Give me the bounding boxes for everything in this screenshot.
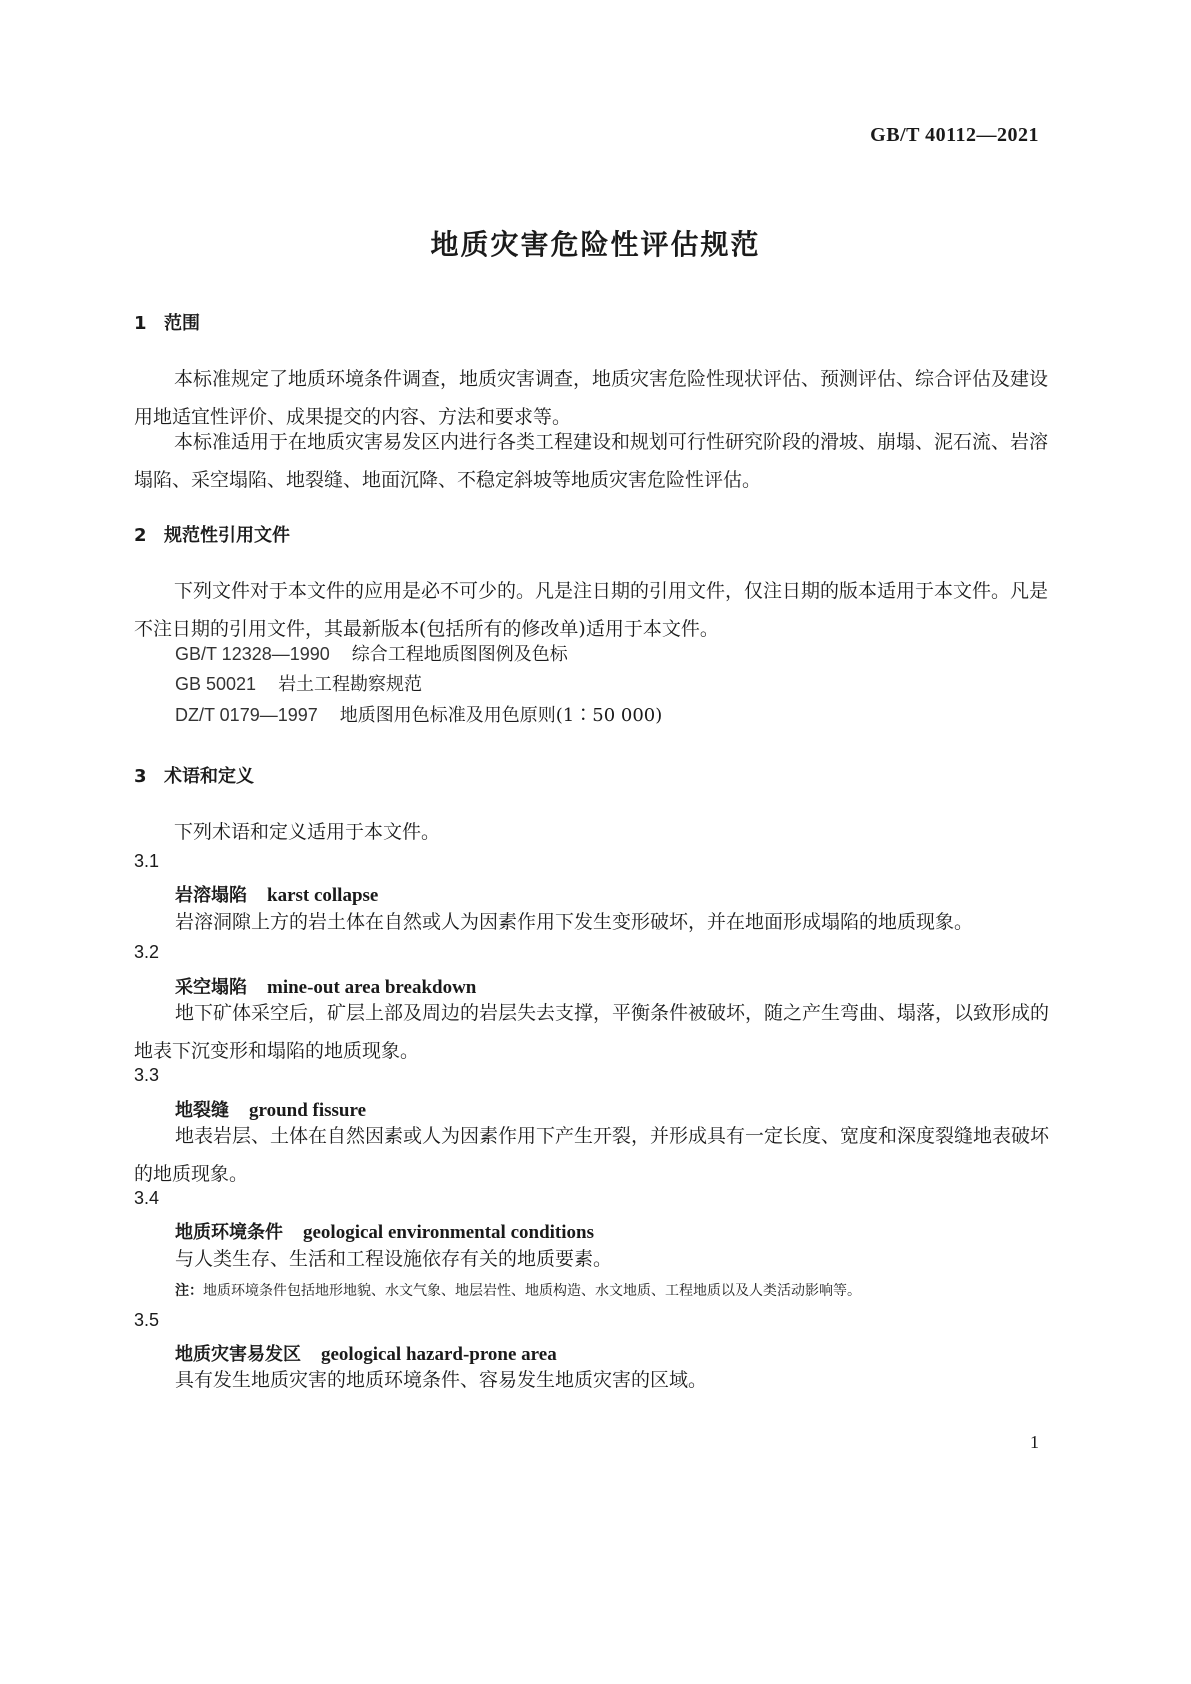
term-chinese: 地质环境条件: [175, 1222, 283, 1243]
section-1-paragraph-1: 本标准规定了地质环境条件调查，地质灾害调查，地质灾害危险性现状评估、预测评估、综合评估及建设用地适宜性评价、成果提交的内容、方法和要求等。: [134, 368, 1049, 428]
section-number: 1: [134, 313, 147, 334]
term-definition: 地下矿体采空后，矿层上部及周边的岩层失去支撑，平衡条件被破坏，随之产生弯曲、塌落，以致形成的地表下沉变形和塌陷的地质现象。: [134, 1002, 1050, 1062]
term-english: ground fissure: [249, 1100, 367, 1121]
term-english: geological environmental conditions: [303, 1222, 594, 1243]
term-number: 3.5: [134, 1310, 160, 1330]
term-definition: 与人类生存、生活和工程设施依存有关的地质要素。: [175, 1248, 613, 1270]
note-label: 注：: [175, 1283, 203, 1299]
section-1-paragraph-2: 本标准适用于在地质灾害易发区内进行各类工程建设和规划可行性研究阶段的滑坡、崩塌、泥石流、岩溶塌陷、采空塌陷、地裂缝、地面沉降、不稳定斜坡等地质灾害危险性评估。: [134, 431, 1049, 491]
term-english: geological hazard-prone area: [321, 1344, 557, 1365]
reference-code: GB 50021: [175, 674, 257, 694]
section-number: 3: [134, 766, 147, 787]
term-chinese: 岩溶塌陷: [175, 885, 247, 906]
term-chinese: 地质灾害易发区: [175, 1344, 301, 1365]
term-english: karst collapse: [267, 885, 379, 906]
section-2-paragraph-1: 下列文件对于本文件的应用是必不可少的。凡是注日期的引用文件，仅注日期的版本适用于本文件。凡是不注日期的引用文件，其最新版本(包括所有的修改单)适用于本文件。: [134, 580, 1049, 640]
section-1-heading: [134, 309, 200, 335]
reference-code: DZ/T 0179—1997: [175, 705, 318, 725]
section-number: 2: [134, 525, 147, 546]
section-title: 范围: [164, 313, 200, 334]
term-number: 3.1: [134, 851, 160, 871]
reference-title: 综合工程地质图图例及色标: [351, 644, 568, 665]
standard-number: GB/T 40112—2021: [870, 124, 1039, 146]
section-3-paragraph-1: 下列术语和定义适用于本文件。: [174, 821, 441, 843]
reference-title: 地质图用色标准及用色原则(1∶50 000): [339, 705, 663, 726]
reference-item: [175, 640, 568, 666]
reference-title: 岩土工程勘察规范: [278, 674, 423, 695]
term-number: 3.4: [134, 1188, 160, 1208]
term-chinese: 地裂缝: [175, 1100, 229, 1121]
section-3-heading: [134, 762, 254, 788]
section-title: 规范性引用文件: [164, 525, 290, 546]
section-2-heading: [134, 521, 290, 547]
term-definition: 地表岩层、土体在自然因素或人为因素作用下产生开裂，并形成具有一定长度、宽度和深度裂缝地表破坏的地质现象。: [134, 1125, 1050, 1185]
reference-item: [175, 701, 662, 727]
term-number: 3.2: [134, 942, 160, 962]
page-number: 1: [1030, 1432, 1039, 1452]
section-title: 术语和定义: [164, 766, 254, 787]
term-number: 3.3: [134, 1065, 160, 1085]
document-title: 地质灾害危险性评估规范: [430, 228, 761, 261]
term-chinese: 采空塌陷: [175, 977, 247, 998]
term-definition: 岩溶洞隙上方的岩土体在自然或人为因素作用下发生变形破坏，并在地面形成塌陷的地质现象。: [175, 911, 974, 933]
reference-code: GB/T 12328—1990: [175, 644, 330, 664]
note-text: 地质环境条件包括地形地貌、水文气象、地层岩性、地质构造、水文地质、工程地质以及人类活动影响等。: [203, 1283, 861, 1299]
term-definition: 具有发生地质灾害的地质环境条件、容易发生地质灾害的区域。: [175, 1369, 708, 1391]
term-english: mine-out area breakdown: [267, 977, 477, 998]
term-note: [175, 1280, 861, 1300]
reference-item: [175, 670, 422, 696]
